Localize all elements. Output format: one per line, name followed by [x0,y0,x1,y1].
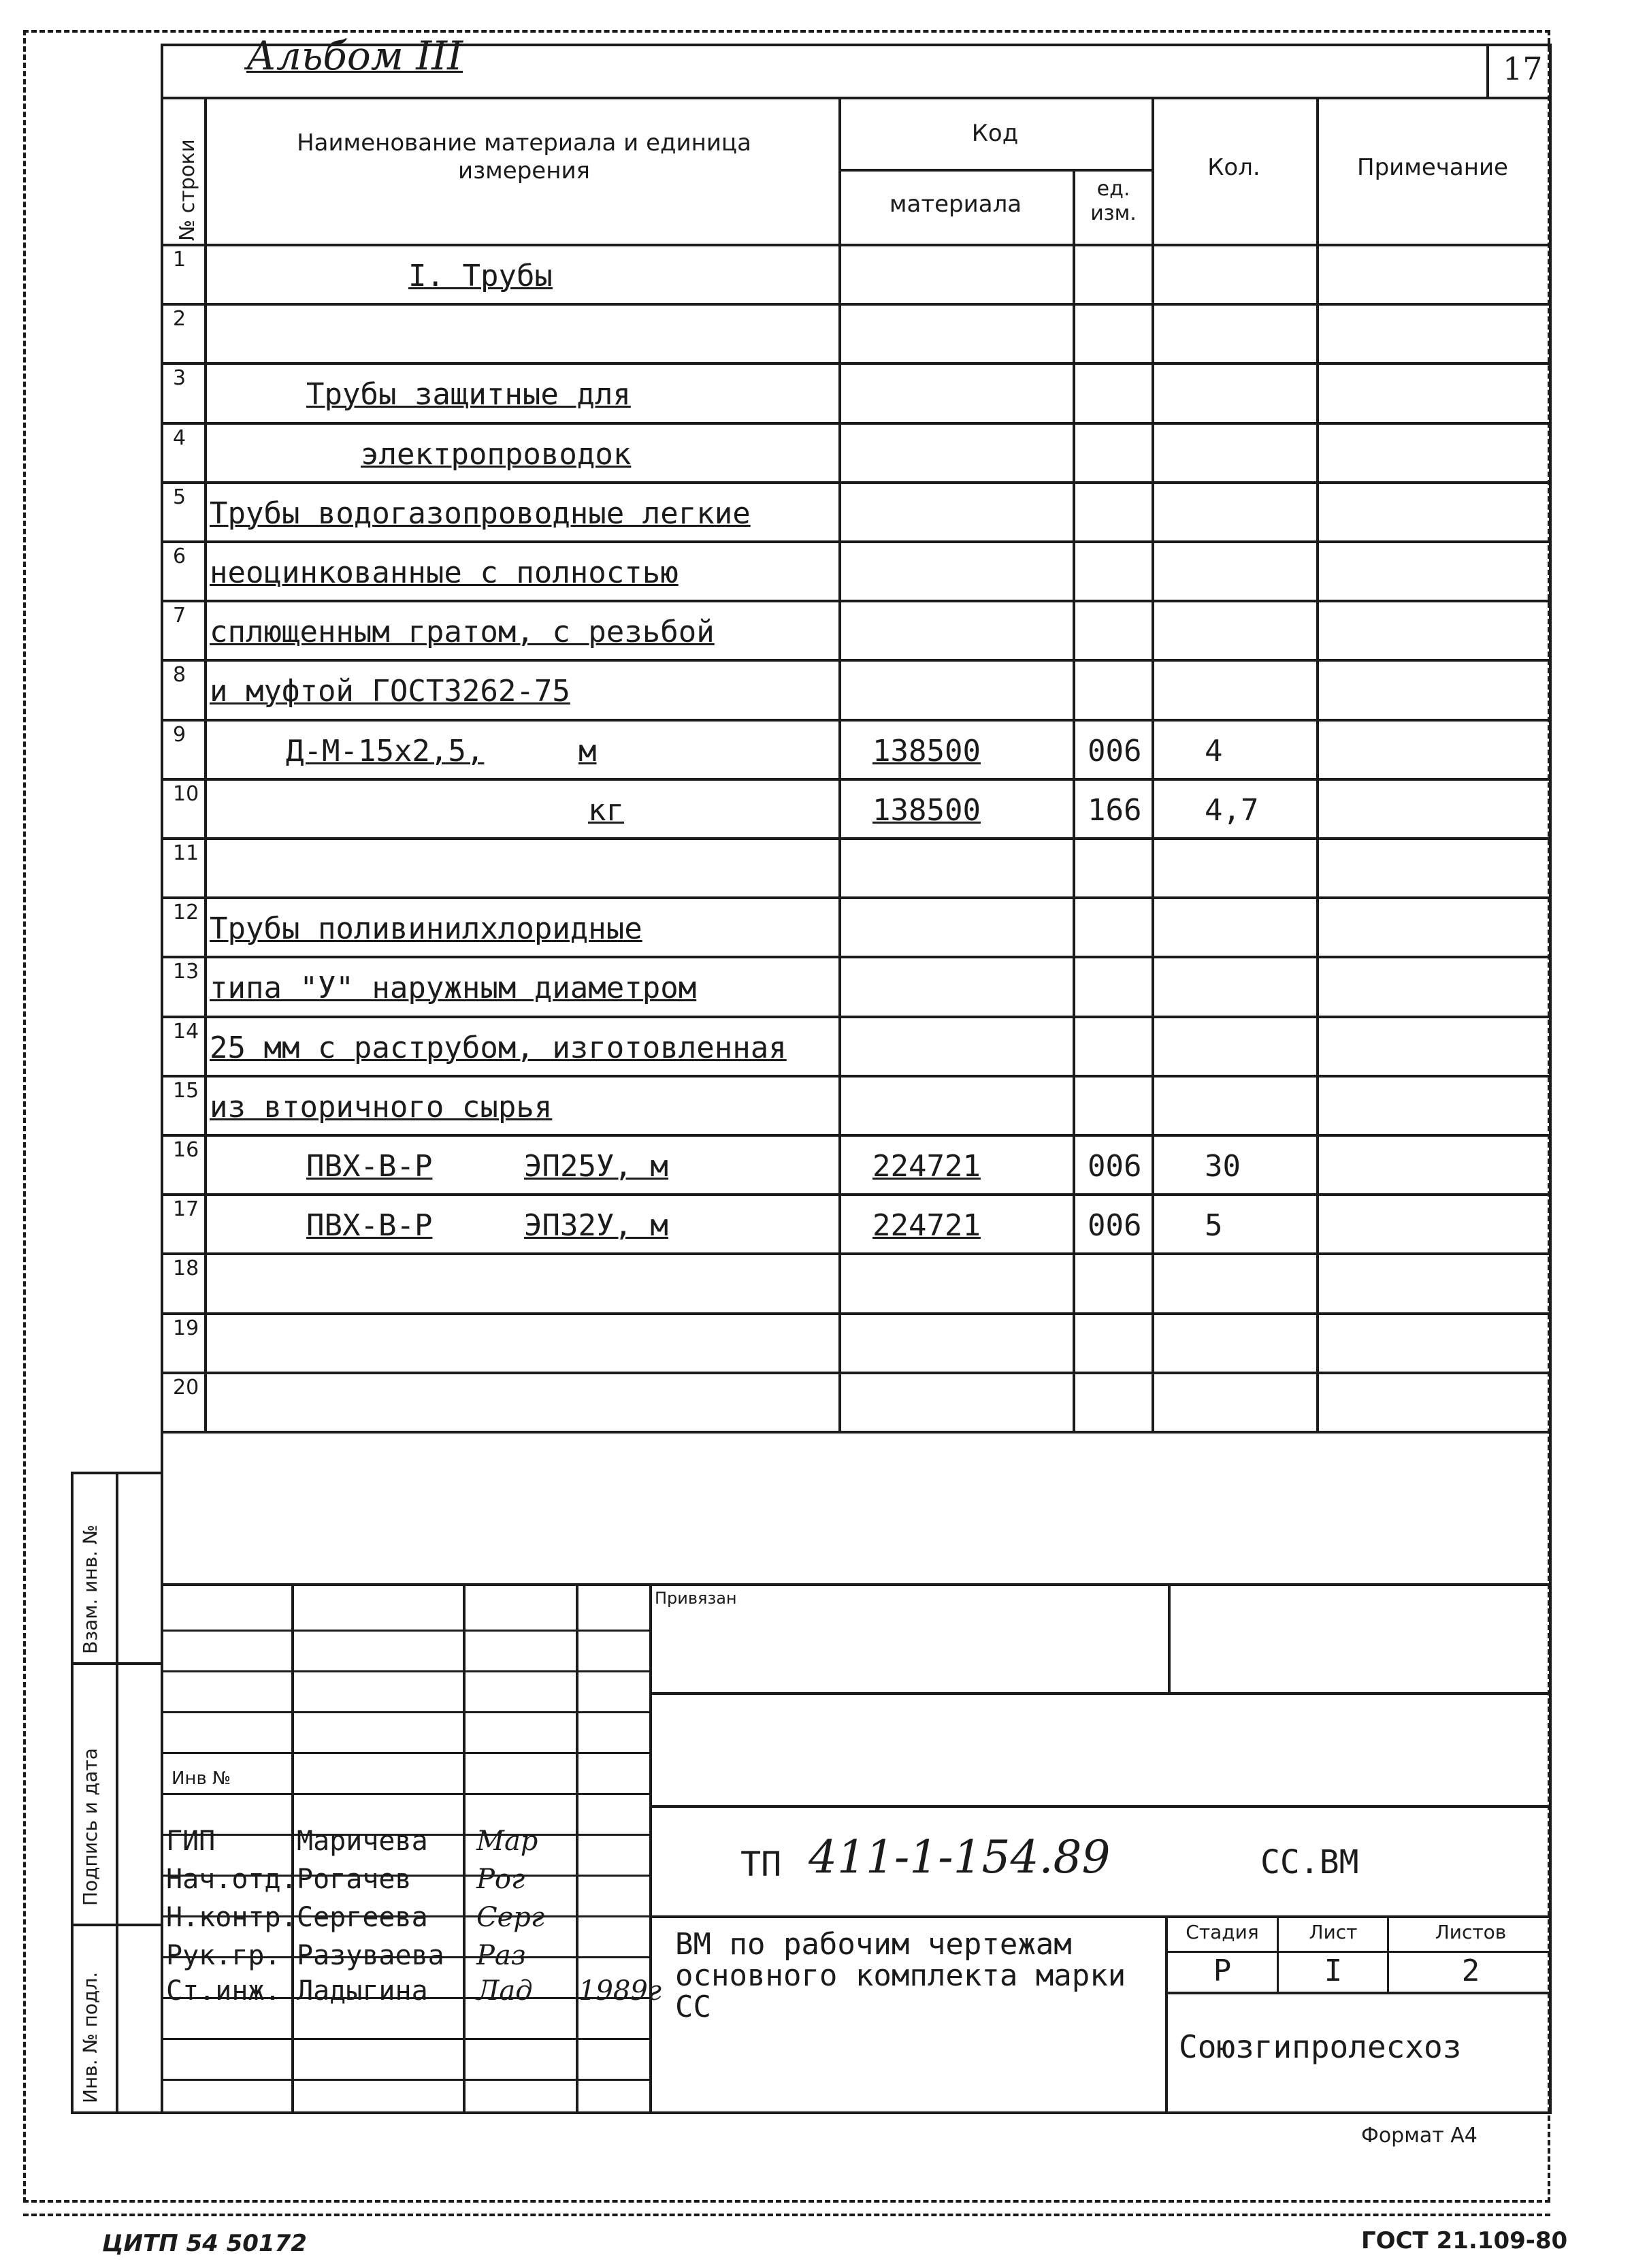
stage-label: Стадия [1186,1921,1259,1943]
bottom-right-code: ГОСТ 21.109-80 [1361,2227,1568,2254]
row-number: 8 [173,663,186,687]
row-name: ПВХ-В-Р [306,1208,433,1244]
signer-name: Рогачев [297,1864,412,1895]
row-name: сплющенным гратом, с резьбой [210,615,715,650]
organization: Союзгипролесхоз [1179,2028,1462,2065]
privyazan-label: Привязан [655,1589,737,1608]
row-unit: 006 [1088,1149,1142,1184]
signer-role: Нач.отд. [166,1864,297,1895]
signer-role: ГИП [166,1826,216,1857]
row-name-unit: кг [588,792,624,828]
row-number: 15 [173,1078,199,1103]
row-qty: 5 [1205,1208,1223,1244]
signer-date: 1989г [578,1975,662,2007]
row-name: неоцинкованные с полностью [210,555,679,590]
sheet-value: I [1324,1954,1343,1988]
header-name: Наименование материала и единица измерения [297,129,751,184]
header-qty: Кол. [1207,154,1260,181]
row-unit: 166 [1088,792,1142,828]
page-number: 17 [1503,50,1543,87]
row-number: 9 [173,722,186,747]
sheets-label: Листов [1435,1921,1507,1943]
doc-mark: СС.ВМ [1260,1843,1359,1881]
row-name: Д-М-15х2,5, [286,733,485,768]
row-code: 224721 [872,1149,981,1184]
row-name: электропроводок [361,436,632,472]
album-title: Альбом III [246,33,463,79]
signer-name: Маричева [297,1826,428,1857]
signer-signature: Раз [476,1940,526,1971]
inv-no-label: Инв № [172,1768,231,1789]
signer-signature: Рог [476,1864,525,1895]
inner-frame [161,44,1552,2114]
sheet-label: Лист [1309,1921,1358,1943]
side-label-podpis: Подпись и дата [79,1748,101,1906]
row-name: Трубы защитные для [306,377,631,412]
signer-signature: Серг [476,1902,545,1933]
row-name: Трубы поливинилхлоридные [210,911,642,947]
signer-role: Рук.гр. [166,1940,281,1971]
row-unit: 006 [1088,1208,1142,1244]
signer-signature: Лад [476,1975,533,2007]
signer-name: Разуваева [297,1940,444,1971]
row-number: 20 [173,1375,199,1399]
stage-value: Р [1213,1954,1232,1988]
row-unit: 006 [1088,733,1142,768]
doc-tp: ТП [740,1845,782,1884]
header-row-no: № строки [176,139,199,241]
doc-number: 411-1-154.89 [809,1831,1111,1883]
row-number: 19 [173,1316,199,1340]
row-number: 11 [173,841,199,865]
row-name-mark: ЭП32У, м [524,1208,668,1244]
row-qty: 4,7 [1205,792,1259,828]
header-note: Примечание [1357,154,1508,181]
row-name-mark: ЭП25У, м [524,1149,668,1184]
row-number: 5 [173,485,186,509]
row-name: и муфтой ГОСТ3262-75 [210,674,570,709]
row-code: 138500 [872,733,981,768]
row-number: 18 [173,1257,199,1281]
doc-title-text: ВМ по рабочим чертежам основного комплекта марки СС [675,1927,1126,2025]
row-number: 7 [173,604,186,628]
row-qty: 30 [1205,1149,1241,1184]
row-name: из вторичного сырья [210,1089,553,1124]
header-code: Код [971,120,1019,147]
row-qty: 4 [1205,733,1223,768]
side-label-vzam: Взам. инв. № [79,1524,101,1654]
row-code: 138500 [872,792,981,828]
signer-name: Ладыгина [297,1975,428,2007]
row-number: 2 [173,307,186,331]
row-name: I. Трубы [408,259,553,293]
row-name: 25 мм с раструбом, изготовленная [210,1030,787,1065]
row-number: 13 [173,960,199,984]
row-number: 3 [173,366,186,391]
row-number: 6 [173,545,186,568]
signer-name: Сергеева [297,1902,428,1933]
row-code: 224721 [872,1208,981,1244]
row-number: 1 [173,248,186,272]
row-number: 4 [173,425,186,450]
row-name: типа "У" наружным диаметром [210,971,697,1006]
side-label-inv-podl: Инв. № подл. [79,1971,101,2103]
bottom-left-code: ЦИТП 54 50172 [102,2230,307,2257]
doc-title [675,1929,1152,2024]
format-label: Формат А4 [1361,2124,1478,2148]
row-name: ПВХ-В-Р [306,1149,433,1184]
header-code-material: материала [889,191,1022,218]
row-name: Трубы водогазопроводные легкие [210,496,751,531]
row-number: 10 [173,781,199,806]
row-name-unit: м [578,733,597,768]
header-code-unit: ед. изм. [1090,177,1137,225]
row-number: 17 [173,1197,199,1222]
signer-signature: Мар [476,1826,538,1857]
sheets-value: 2 [1461,1954,1480,1988]
row-number: 16 [173,1138,199,1162]
row-number: 14 [173,1019,199,1043]
signer-role: Н.контр. [166,1902,297,1933]
row-number: 12 [173,901,199,925]
signer-role: Ст.инж. [166,1975,281,2007]
